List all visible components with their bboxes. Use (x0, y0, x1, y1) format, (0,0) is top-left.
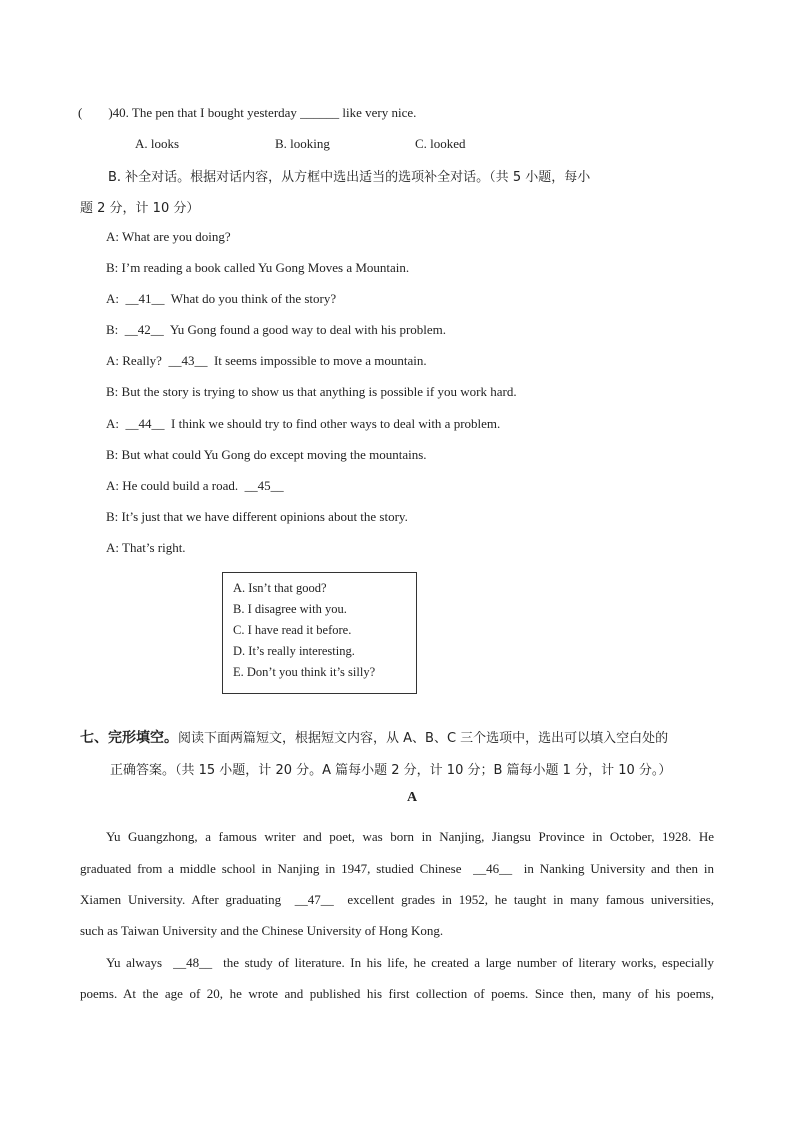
passage-line (80, 923, 714, 939)
blank-46: __46__ (473, 861, 513, 876)
dialogue-text: B: But what could Yu Gong do except moving the mountains. (106, 447, 427, 462)
dialogue-line (106, 416, 500, 432)
dialogue-line (106, 384, 517, 400)
passage-text: excellent grades in 1952, he taught in many famous universities, (333, 892, 715, 907)
dialogue-line (106, 353, 427, 369)
section-7-instructions-cont: 正确答案。（共 15 小题，计 20 分。A 篇每小题 2 分，计 10 分；B 篇每小题 1 分，计 10 分。） (110, 763, 672, 778)
blank-41: __41__ (125, 291, 165, 306)
blank-47: __47__ (294, 892, 334, 907)
dialogue-text: B: (106, 322, 125, 337)
section-b-heading: B. 补全对话。根据对话内容，从方框中选出适当的选项补全对话。（共 5 小题，每小 (108, 170, 591, 185)
box-option-d: D. It’s really interesting. (233, 644, 355, 658)
options-box (222, 572, 417, 694)
section-7-title: 七、完形填空。 (80, 730, 178, 746)
dialogue-text: A: That’s right. (106, 540, 186, 555)
dialogue-text: I think we should try to find other ways to deal with a problem. (164, 416, 501, 431)
dialogue-line (106, 260, 409, 276)
answer-paren: ( ) (78, 105, 113, 120)
option-b: B. looking (275, 136, 330, 151)
passage-text: Yu Guangzhong, a famous writer and poet, was born in Nanjing, Jiangsu Province in October, 1928. He (106, 829, 714, 844)
passage-line (106, 829, 714, 845)
dialogue-text: Yu Gong found a good way to deal with his problem. (163, 322, 447, 337)
blank-48: __48__ (173, 955, 213, 970)
passage-text: Xiamen University. After graduating (80, 892, 295, 907)
passage-label: A (407, 790, 418, 805)
option-c: C. looked (415, 136, 466, 151)
blank-43: __43__ (168, 353, 208, 368)
box-option-e: E. Don’t you think it’s silly? (233, 665, 376, 679)
box-option-b: B. I disagree with you. (233, 602, 347, 616)
dialogue-line (106, 322, 446, 338)
dialogue-text: It seems impossible to move a mountain. (207, 353, 427, 368)
passage-text: poems. At the age of 20, he wrote and published his first collection of poems. Since then, many of his poems, (80, 986, 714, 1001)
passage-line (106, 955, 714, 971)
dialogue-line (106, 509, 408, 525)
blank-44: __44__ (125, 416, 165, 431)
question-stem: 40. The pen that I bought yesterday (112, 105, 301, 120)
dialogue-line (106, 291, 336, 307)
dialogue-text: What do you think of the story? (164, 291, 337, 306)
section-b-heading-cont: 题 2 分，计 10 分） (80, 201, 200, 216)
passage-text: such as Taiwan University and the Chinese University of Hong Kong. (80, 923, 444, 938)
passage-text: Yu always (106, 955, 174, 970)
dialogue-text: B: I’m reading a book called Yu Gong Moves a Mountain. (106, 260, 410, 275)
passage-line (80, 892, 714, 908)
box-option-c: C. I have read it before. (233, 623, 352, 637)
passage-line (80, 861, 714, 877)
dialogue-text: B: But the story is trying to show us that anything is possible if you work hard. (106, 384, 517, 399)
passage-text: in Nanking University and then in (512, 861, 714, 876)
question-40 (78, 105, 416, 121)
section-7-heading (80, 727, 668, 747)
passage-line (80, 986, 714, 1002)
dialogue-text: A: What are you doing? (106, 229, 231, 244)
dialogue-text: A: (106, 291, 126, 306)
question-stem-end: like very nice. (339, 105, 417, 120)
dialogue-text: A: Really? (106, 353, 169, 368)
passage-text: the study of literature. In his life, he created a large number of literary works, especially (212, 955, 714, 970)
dialogue-line (106, 229, 231, 245)
dialogue-text: B: It’s just that we have different opinions about the story. (106, 509, 408, 524)
dialogue-line (106, 447, 427, 463)
blank-42: __42__ (124, 322, 164, 337)
option-a: A. looks (135, 136, 180, 151)
dialogue-line (106, 540, 186, 556)
box-option-a: A. Isn’t that good? (233, 581, 327, 595)
dialogue-text: A: He could build a road. (106, 478, 245, 493)
dialogue-line (106, 478, 284, 494)
answer-blank: ______ (300, 105, 340, 120)
dialogue-text: A: (106, 416, 126, 431)
blank-45: __45__ (244, 478, 284, 493)
section-7-instructions: 阅读下面两篇短文，根据短文内容，从 A、B、C 三个选项中，选出可以填入空白处的 (178, 731, 669, 746)
passage-text: graduated from a middle school in Nanjing in 1947, studied Chinese (80, 861, 474, 876)
